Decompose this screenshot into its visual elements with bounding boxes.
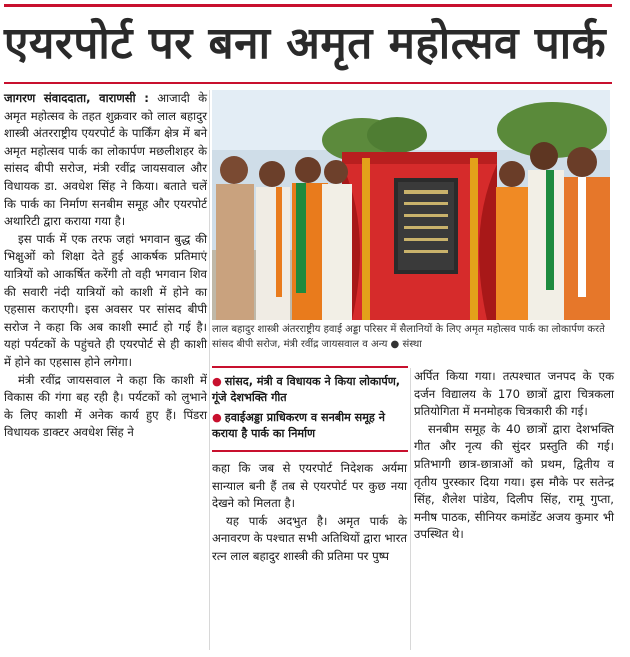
lead-paragraph [4, 90, 207, 231]
bullet-icon: ● [212, 375, 222, 388]
photo-caption: लाल बहादुर शास्त्री अंतरराष्ट्रीय हवाई अड्डा परिसर में सैलानियों के लिए अमृत महोत्सव पार्क का लोकार्पण करते सांसद बीपी सरोज, मंत्री रवींद्र जायसवाल व अन्य ● संस्था [212, 324, 605, 350]
top-red-rule [4, 4, 612, 7]
highlights-rule [212, 450, 408, 452]
body-paragraph: कहा कि जब से एयरपोर्ट निदेशक अर्यमा सान्याल बनी हैं तब से एयरपोर्ट पर कुछ नया देखने को मिलता है। [212, 461, 407, 511]
dateline: जागरण संवाददाता, वाराणसी : [4, 91, 149, 105]
highlight-text: हवाईअड्डा प्राधिकरण व सनबीम समूह ने कराया है पार्क का निर्माण [212, 411, 385, 440]
right-column [414, 368, 614, 544]
highlight-item [212, 410, 408, 442]
lead-text: आजादी के अमृत महोत्सव के तहत शुक्रवार को लाल बहादुर शास्त्री अंतरराष्ट्रीय एयरपोर्ट के पार्किंग क्षेत्र में बने अमृत महोत्सव पार्क का लोकार्पण मछलीशहर के सांसद बीपी सरोज, मंत्री रवींद्र जायसवाल और विधायक डा. अवधेश सिंह ने किया। बताते चलें कि पार्क का निर्माण सनबीम समूह और एयरपोर्ट अथारिटी द्वारा कराया गया है। [4, 91, 208, 229]
body-paragraph: इस पार्क में एक तरफ जहां भगवान बुद्ध की भिक्षुओं को शिक्षा देते हुई आकर्षक प्रतिमाएं यात्रियों को आकर्षित करेंगी तो वही भगवान शिव की सवारी नंदी यात्रियों को काशी में होने का एहसास कराएगी। इस अवसर पर सांसद बीपी सरोज ने कहा कि अब काशी स्मार्ट हो गई है। यहां पर्यटकों के पहुंचते ही एयरपोर्ट से ही काशी में होने का एहसास होने लगेगा। [4, 231, 207, 369]
event-photo [212, 90, 610, 320]
column-divider [410, 368, 411, 650]
highlights-rule [212, 366, 408, 368]
highlights-box [212, 366, 408, 452]
body-paragraph: यह पार्क अदभुत है। अमृत पार्क के अनावरण के पश्चात सभी अतिथियों द्वारा भारत रत्न लाल बहादुर शास्त्री की प्रतिमा पर पुष्प [212, 513, 407, 563]
headline: एयरपोर्ट पर बना अमृत महोत्सव पार्क [4, 18, 606, 69]
headline-rule [4, 82, 612, 84]
body-paragraph: सनबीम समूह के 40 छात्रों द्वारा देशभक्ति गीत और नृत्य की सुंदर प्रस्तुति की गई। प्रतिभागी छात्र-छात्राओं को प्रथम, द्वितीय व तृतीय पुरस्कार दिया गया। इस मौके पर सतेन्द्र सिंह, शैलेश पांडेय, दिलीप सिंह, रामू गुप्ता, मनीष पाठक, सीनियर कमांडेंट अजय कुमार भी उपस्थित थे। [414, 421, 614, 542]
column-divider [209, 90, 210, 650]
highlight-text: सांसद, मंत्री व विधायक ने किया लोकार्पण, गूंजे देशभक्ति गीत [212, 375, 401, 404]
highlight-item [212, 374, 408, 406]
left-column [4, 90, 207, 442]
middle-column [212, 460, 407, 566]
bullet-icon: ● [212, 411, 222, 424]
body-paragraph: मंत्री रवींद्र जायसवाल ने कहा कि काशी में विकास की गंगा बह रही है। पर्यटकों को लुभाने के लिए काशी में अनेक कार्य हुए हैं। पिंडरा विधायक डाक्टर अवधेश सिंह ने [4, 372, 207, 440]
body-paragraph: अर्पित किया गया। तत्पश्चात जनपद के एक दर्जन विद्यालय के 170 छात्रों द्वारा चित्रकला प्रतियोगिता में मनमोहक चित्रकारी की गई। [414, 369, 614, 419]
